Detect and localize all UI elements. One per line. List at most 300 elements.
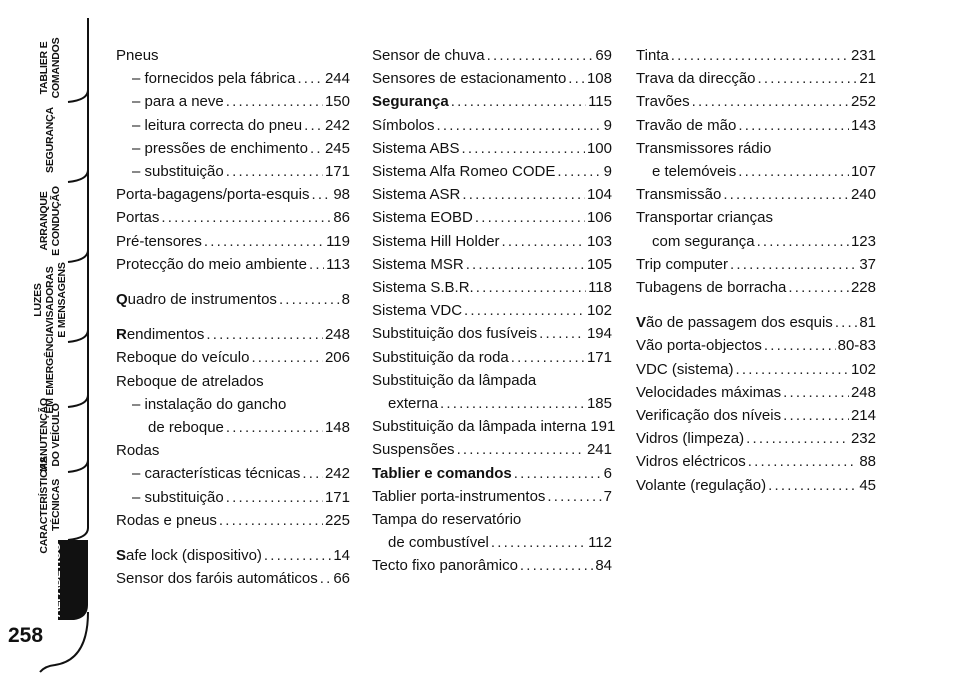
entry-page-number[interactable]: 98 xyxy=(333,186,350,204)
dot-leader xyxy=(557,160,601,183)
entry-term xyxy=(388,392,438,415)
index-entry[interactable] xyxy=(116,114,350,137)
entry-term xyxy=(132,114,302,137)
index-heading: Transmissores rádio xyxy=(636,139,772,157)
entry-term xyxy=(372,183,460,206)
entry-term xyxy=(372,299,462,322)
entry-page-number[interactable]: 86 xyxy=(333,209,350,227)
index-column-2 xyxy=(372,44,616,578)
entry-page-number[interactable]: 81 xyxy=(859,314,876,332)
index-entry[interactable] xyxy=(636,253,876,276)
index-entry[interactable] xyxy=(372,276,612,299)
tab-divider xyxy=(68,330,88,342)
index-entry[interactable] xyxy=(116,544,350,567)
entry-page-number[interactable]: 171 xyxy=(324,488,350,506)
entry-text: Sistema EOBD xyxy=(372,209,473,227)
index-entry[interactable] xyxy=(636,358,876,381)
dot-leader xyxy=(539,322,585,345)
entry-term xyxy=(132,90,224,113)
entry-text: e telemóveis xyxy=(652,163,737,181)
dot-leader xyxy=(511,346,585,369)
tab-seguranca[interactable]: SEGURANÇA xyxy=(44,107,56,173)
entry-term xyxy=(636,276,786,299)
dot-leader xyxy=(671,44,849,67)
entry-page-number[interactable]: 171 xyxy=(324,163,350,181)
dot-leader xyxy=(568,67,585,90)
entry-term xyxy=(372,44,485,67)
entry-page-number[interactable]: 143 xyxy=(850,116,876,134)
dot-leader xyxy=(226,416,323,439)
entry-page-number[interactable]: 244 xyxy=(324,70,350,88)
entry-text: Travão de mão xyxy=(636,116,737,134)
entry-page-number[interactable]: 225 xyxy=(324,511,350,529)
entry-page-number[interactable]: 228 xyxy=(850,279,876,297)
dot-leader xyxy=(464,299,585,322)
entry-page-number[interactable]: 103 xyxy=(586,232,612,250)
entry-text: – substituição xyxy=(132,163,224,181)
index-entry[interactable] xyxy=(116,183,350,206)
entry-text: Portas xyxy=(116,209,160,227)
entry-text: – substituição xyxy=(132,488,224,506)
entry-term xyxy=(372,554,518,577)
entry-page-number[interactable]: 107 xyxy=(850,163,876,181)
dot-leader xyxy=(514,462,602,485)
entry-page-number[interactable]: 6 xyxy=(603,464,612,482)
entry-page-number[interactable]: 123 xyxy=(850,232,876,250)
dot-leader xyxy=(475,206,585,229)
entry-text: Sistema Alfa Romeo CODE xyxy=(372,163,556,181)
entry-text: endimentos xyxy=(126,326,205,344)
entry-term xyxy=(116,230,202,253)
dot-leader xyxy=(302,462,323,485)
entry-text: Trip computer xyxy=(636,255,728,273)
index-entry[interactable] xyxy=(372,253,612,276)
entry-term xyxy=(372,253,464,276)
entry-page-number[interactable]: 206 xyxy=(324,349,350,367)
index-column-1 xyxy=(116,44,350,590)
dot-leader xyxy=(757,230,849,253)
entry-text: Tubagens de borracha xyxy=(636,279,787,297)
entry-term xyxy=(636,253,728,276)
entry-term xyxy=(388,531,489,554)
entry-text: Sistema VDC xyxy=(372,302,463,320)
entry-term xyxy=(148,416,224,439)
entry-page-number[interactable]: 252 xyxy=(850,93,876,111)
entry-term xyxy=(636,183,721,206)
entry-term xyxy=(116,567,318,590)
dot-leader xyxy=(738,160,849,183)
entry-term xyxy=(372,137,460,160)
entry-term xyxy=(116,288,277,311)
entry-term xyxy=(372,415,586,438)
entry-term xyxy=(116,544,262,567)
dot-leader xyxy=(835,311,858,334)
index-entry[interactable] xyxy=(636,334,876,357)
entry-text: Porta-bagagens/porta-esquis xyxy=(116,186,310,204)
index-entry[interactable] xyxy=(116,253,350,276)
tab-manutencao-veiculo[interactable]: MANUTENÇÃO DO VEÍCULO xyxy=(38,398,62,472)
entry-text: Sistema MSR xyxy=(372,255,464,273)
index-entry[interactable] xyxy=(636,404,876,427)
entry-text: Rodas e pneus xyxy=(116,511,217,529)
entry-page-number[interactable]: 106 xyxy=(586,209,612,227)
entry-term xyxy=(636,67,756,90)
entry-page-number[interactable]: 231 xyxy=(850,47,876,64)
index-entry[interactable] xyxy=(372,299,612,322)
entry-text: Tecto fixo panorâmico xyxy=(372,557,518,575)
entry-page-number[interactable]: 150 xyxy=(324,93,350,111)
tab-divider xyxy=(68,170,88,182)
entry-text: externa xyxy=(388,395,439,413)
entry-text: Sensor dos faróis automáticos xyxy=(116,570,318,588)
entry-page-number[interactable]: 7 xyxy=(603,487,612,505)
entry-text: Protecção do meio ambiente xyxy=(116,255,307,273)
dot-leader xyxy=(738,114,849,137)
entry-term xyxy=(372,462,512,485)
dot-leader xyxy=(487,44,594,67)
entry-page-number[interactable]: 115 xyxy=(588,93,612,111)
index-entry[interactable] xyxy=(636,114,876,137)
entry-page-number[interactable]: 104 xyxy=(586,186,612,204)
index-entry[interactable] xyxy=(372,114,612,137)
entry-text: de combustível xyxy=(388,534,489,552)
tab-divider xyxy=(68,460,88,472)
index-entry[interactable] xyxy=(372,438,612,461)
entry-term xyxy=(636,44,669,67)
index-entry[interactable] xyxy=(636,427,876,450)
entry-page-number[interactable]: 14 xyxy=(333,547,350,565)
entry-page-number[interactable]: 105 xyxy=(586,255,612,273)
entry-text: Tablier e comandos xyxy=(372,464,512,482)
index-entry[interactable] xyxy=(116,486,350,509)
index-entry[interactable] xyxy=(372,90,612,113)
entry-term xyxy=(372,346,509,369)
dot-leader xyxy=(466,253,585,276)
entry-page-number[interactable]: 185 xyxy=(586,395,612,413)
entry-page-number[interactable]: 9 xyxy=(603,163,612,181)
entry-text: Sensor de chuva xyxy=(372,47,485,64)
entry-term xyxy=(372,160,555,183)
entry-page-number[interactable]: 80-83 xyxy=(837,337,876,355)
index-heading: Rodas xyxy=(116,442,160,460)
entry-page-number[interactable]: 191 xyxy=(590,418,616,436)
entry-term xyxy=(636,114,736,137)
entry-text: Vidros eléctricos xyxy=(636,453,746,471)
dot-leader xyxy=(437,114,602,137)
entry-page-number[interactable]: 102 xyxy=(586,302,612,320)
entry-text: afe lock (dispositivo) xyxy=(126,547,262,565)
entry-text: – fornecidos pela fábrica xyxy=(132,70,296,88)
entry-gap xyxy=(116,276,350,288)
entry-page-number[interactable]: 171 xyxy=(586,348,612,366)
dot-leader xyxy=(783,381,849,404)
entry-term xyxy=(636,311,833,334)
entry-page-number[interactable]: 242 xyxy=(324,116,350,134)
index-entry[interactable] xyxy=(372,485,612,508)
entry-text: uadro de instrumentos xyxy=(127,291,277,309)
index-column-3 xyxy=(636,44,876,497)
index-entry[interactable] xyxy=(372,44,612,67)
entry-term xyxy=(116,183,309,206)
entry-term xyxy=(132,486,224,509)
entry-gap xyxy=(116,311,350,323)
entry-page-number[interactable]: 240 xyxy=(850,186,876,204)
entry-text: Tinta xyxy=(636,47,669,64)
entry-page-number[interactable]: 8 xyxy=(341,291,350,309)
tab-arranque-conducao[interactable]: ARRANQUE E CONDUÇÃO xyxy=(38,186,62,256)
entry-text: Vão porta-objectos xyxy=(636,337,762,355)
tab-indice-alfabetico[interactable]: ÍNDICE ALFABÉTICO xyxy=(36,542,63,618)
entry-page-number[interactable]: 245 xyxy=(324,139,350,157)
entry-page-number[interactable]: 148 xyxy=(324,419,350,437)
entry-text: Sistema ASR xyxy=(372,186,461,204)
dot-leader xyxy=(226,160,323,183)
index-heading: Tampa do reservatório xyxy=(372,511,522,529)
entry-page-number[interactable]: 9 xyxy=(603,116,612,134)
index-entry[interactable] xyxy=(636,90,876,113)
entry-term xyxy=(116,206,159,229)
entry-gap xyxy=(116,532,350,544)
index-entry[interactable] xyxy=(372,346,612,369)
index-heading: – instalação do gancho xyxy=(132,395,287,413)
entry-text: Vidros (limpeza) xyxy=(636,430,745,448)
dot-leader xyxy=(226,486,323,509)
dot-leader xyxy=(520,554,593,577)
index-heading: Reboque de atrelados xyxy=(116,372,264,390)
index-entry[interactable] xyxy=(372,137,612,160)
index-heading: Substituição da lâmpada xyxy=(372,371,537,389)
tab-luzes-avisadoras[interactable]: LUZES AVISADORAS E MENSAGENS xyxy=(32,262,68,338)
dot-leader xyxy=(783,404,849,427)
entry-text: – pressões de enchimento xyxy=(132,139,308,157)
dot-leader xyxy=(692,90,849,113)
entry-term xyxy=(636,427,744,450)
entry-text: Substituição da roda xyxy=(372,348,509,366)
entry-text: – características técnicas xyxy=(132,465,301,483)
dot-leader xyxy=(264,544,331,567)
entry-text: Substituição da lâmpada interna xyxy=(372,418,587,436)
index-entry[interactable] xyxy=(116,416,350,439)
entry-initial-letter: S xyxy=(116,547,127,565)
dot-leader xyxy=(310,137,323,160)
entry-page-number[interactable]: 45 xyxy=(859,476,876,494)
index-entry[interactable] xyxy=(372,183,612,206)
entry-text: Reboque do veículo xyxy=(116,349,250,367)
entry-text: Travões xyxy=(636,93,690,111)
dot-leader xyxy=(311,183,331,206)
dot-leader xyxy=(462,137,585,160)
dot-leader xyxy=(788,276,849,299)
entry-term xyxy=(372,230,500,253)
dot-leader xyxy=(476,276,586,299)
entry-text: – para a neve xyxy=(132,93,224,111)
index-entry[interactable] xyxy=(116,90,350,113)
index-entry[interactable] xyxy=(636,276,876,299)
tab-divider xyxy=(68,395,88,407)
dot-leader xyxy=(457,438,585,461)
entry-page-number[interactable]: 84 xyxy=(595,557,612,575)
entry-page-number[interactable]: 21 xyxy=(859,70,876,88)
index-entry[interactable] xyxy=(372,392,612,415)
index-entry[interactable] xyxy=(372,554,612,577)
tab-em-emergencia[interactable]: EM EMERGÊNCIA xyxy=(44,326,56,414)
entry-text: Sensores de estacionamento xyxy=(372,70,567,88)
tab-tablier-comandos[interactable]: TABLIER E COMANDOS xyxy=(38,37,62,99)
dot-leader xyxy=(764,334,836,357)
entry-term xyxy=(116,253,307,276)
dot-leader xyxy=(746,427,849,450)
index-entry[interactable] xyxy=(116,462,350,485)
entry-text: Transmissão xyxy=(636,186,722,204)
entry-gap xyxy=(636,299,876,311)
entry-text: ão de passagem dos esquis xyxy=(646,314,833,332)
entry-text: de reboque xyxy=(148,419,224,437)
entry-page-number[interactable]: 232 xyxy=(850,430,876,448)
entry-term xyxy=(132,67,295,90)
index-entry[interactable] xyxy=(116,509,350,532)
dot-leader xyxy=(758,67,858,90)
index-entry[interactable] xyxy=(636,311,876,334)
dot-leader xyxy=(491,531,586,554)
entry-page-number[interactable]: 113 xyxy=(326,255,350,273)
index-entry[interactable] xyxy=(116,230,350,253)
entry-term xyxy=(652,230,755,253)
entry-term xyxy=(372,114,435,137)
entry-page-number[interactable]: 241 xyxy=(586,441,612,459)
index-entry[interactable] xyxy=(636,381,876,404)
tab-caracteristicas-tecnicas[interactable]: CARACTERÍSTICAS TÉCNICAS xyxy=(38,456,62,554)
entry-page-number[interactable]: 119 xyxy=(326,232,350,250)
entry-page-number[interactable]: 108 xyxy=(586,70,612,88)
entry-term xyxy=(372,322,537,345)
index-entry[interactable] xyxy=(372,462,612,485)
dot-leader xyxy=(279,288,340,311)
entry-text: VDC (sistema) xyxy=(636,360,734,378)
index-entry[interactable] xyxy=(116,288,350,311)
entry-page-number[interactable]: 118 xyxy=(588,279,612,297)
index-entry[interactable] xyxy=(636,160,876,183)
page-number: 258 xyxy=(8,624,44,647)
index-entry[interactable] xyxy=(372,230,612,253)
entry-term xyxy=(132,137,308,160)
entry-term xyxy=(116,346,249,369)
entry-term xyxy=(636,404,781,427)
entry-term xyxy=(132,160,224,183)
index-entry[interactable] xyxy=(116,67,350,90)
entry-term xyxy=(132,462,300,485)
entry-text: Substituição dos fusíveis xyxy=(372,325,538,343)
dot-leader xyxy=(547,485,601,508)
index-entry[interactable] xyxy=(372,531,612,554)
entry-text: Sistema Hill Holder xyxy=(372,232,500,250)
index-entry[interactable] xyxy=(636,183,876,206)
entry-term xyxy=(636,381,781,404)
dot-leader xyxy=(304,114,323,137)
dot-leader xyxy=(736,358,849,381)
entry-text: Sistema ABS xyxy=(372,139,460,157)
index-entry[interactable] xyxy=(116,567,350,590)
entry-page-number[interactable]: 37 xyxy=(859,255,876,273)
entry-text: Segurança xyxy=(372,93,449,111)
index-entry[interactable] xyxy=(636,450,876,473)
entry-term xyxy=(372,67,566,90)
index-entry[interactable] xyxy=(372,206,612,229)
index-entry[interactable] xyxy=(116,346,350,369)
entry-page-number[interactable]: 112 xyxy=(588,534,612,552)
entry-text: Verificação dos níveis xyxy=(636,407,782,425)
entry-term xyxy=(636,90,690,113)
dot-leader xyxy=(748,450,858,473)
entry-term xyxy=(652,160,736,183)
dot-leader xyxy=(251,346,323,369)
entry-page-number[interactable]: 248 xyxy=(850,383,876,401)
entry-page-number[interactable]: 194 xyxy=(586,325,612,343)
entry-page-number[interactable]: 102 xyxy=(850,360,876,378)
entry-text: Trava da direcção xyxy=(636,70,756,88)
dot-leader xyxy=(451,90,586,113)
index-entry[interactable] xyxy=(116,206,350,229)
index-entry[interactable] xyxy=(636,230,876,253)
entry-page-number[interactable]: 214 xyxy=(850,407,876,425)
dot-leader xyxy=(206,323,323,346)
entry-page-number[interactable]: 66 xyxy=(333,570,350,588)
entry-text: Suspensões xyxy=(372,441,455,459)
entry-initial-letter: V xyxy=(636,314,647,332)
index-entry[interactable] xyxy=(116,323,350,346)
dot-leader xyxy=(297,67,323,90)
entry-page-number[interactable]: 88 xyxy=(859,453,876,471)
dot-leader xyxy=(723,183,849,206)
index-entry[interactable] xyxy=(372,160,612,183)
entry-term xyxy=(372,206,473,229)
entry-term xyxy=(116,323,204,346)
entry-page-number[interactable]: 248 xyxy=(324,326,350,344)
index-entry[interactable] xyxy=(372,415,616,438)
entry-term xyxy=(636,450,746,473)
section-tabs-sidebar xyxy=(0,0,100,692)
entry-term xyxy=(372,276,474,299)
entry-initial-letter: Q xyxy=(116,291,128,309)
tab-divider xyxy=(68,528,88,540)
entry-term xyxy=(636,358,734,381)
dot-leader xyxy=(161,206,331,229)
index-entry[interactable] xyxy=(372,67,612,90)
index-entry[interactable] xyxy=(116,160,350,183)
entry-page-number[interactable]: 100 xyxy=(586,139,612,157)
entry-term xyxy=(116,509,217,532)
dot-leader xyxy=(226,90,323,113)
entry-text: Pré-tensores xyxy=(116,232,202,250)
entry-term xyxy=(372,438,455,461)
entry-text: – leitura correcta do pneu xyxy=(132,116,303,134)
index-heading: Pneus xyxy=(116,47,159,64)
entry-term xyxy=(636,474,766,497)
tab-divider xyxy=(68,250,88,262)
entry-page-number[interactable]: 69 xyxy=(595,47,612,64)
index-entry[interactable] xyxy=(372,322,612,345)
index-entry[interactable] xyxy=(636,67,876,90)
entry-page-number[interactable]: 242 xyxy=(324,465,350,483)
entry-text: Símbolos xyxy=(372,116,435,134)
index-entry[interactable] xyxy=(636,474,876,497)
entry-text: com segurança xyxy=(652,232,755,250)
index-heading: Transportar crianças xyxy=(636,209,773,227)
index-entry[interactable] xyxy=(116,137,350,160)
entry-text: Tablier porta-instrumentos xyxy=(372,487,546,505)
dot-leader xyxy=(309,253,324,276)
index-entry[interactable] xyxy=(636,44,876,67)
dot-leader xyxy=(219,509,323,532)
